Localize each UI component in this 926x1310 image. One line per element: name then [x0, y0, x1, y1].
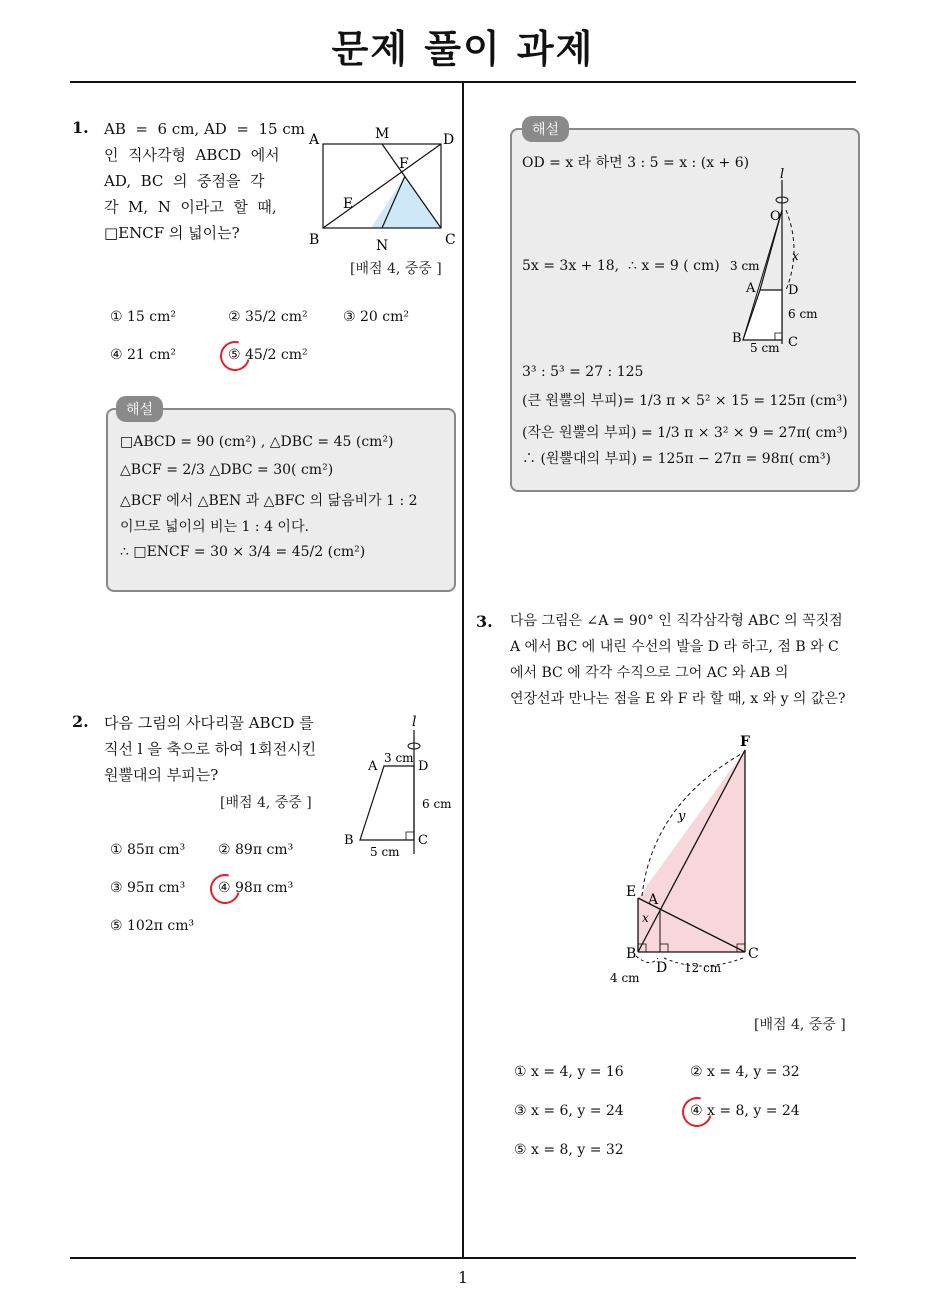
- sol2-label-A: A: [746, 281, 756, 296]
- answer-mark-1: [215, 336, 256, 377]
- solution-2-line-2: 5x = 3x + 18, ∴ x = 9 ( cm): [522, 258, 720, 274]
- fig1-label-F: F: [399, 156, 409, 172]
- solution-2-line-6: ∴ (원뿔대의 부피) = 125π − 27π = 98π( cm³): [522, 451, 831, 467]
- fig1-label-M: M: [375, 126, 390, 142]
- problem-1-figure: [305, 122, 465, 252]
- sol2-label-x: x: [792, 249, 799, 263]
- problem-3-figure: [600, 734, 770, 986]
- fig3-label-F: F: [740, 734, 750, 750]
- sol2-label-l: l: [780, 167, 785, 182]
- sol2-label-5cm: 5 cm: [750, 341, 780, 355]
- problem-2-choice-5[interactable]: ⑤ 102π cm³: [110, 918, 195, 934]
- problem-1-choice-5[interactable]: ⑤ 45/2 cm²: [228, 347, 308, 363]
- column-divider: [462, 83, 464, 1258]
- solution-1-line-4: 이므로 넓이의 비는 1 : 4 이다.: [120, 519, 309, 535]
- answer-mark-2: [205, 869, 246, 910]
- solution-1-line-2: △BCF = 2/3 △DBC = 30( cm²): [120, 462, 334, 478]
- fig1-label-E: E: [343, 196, 354, 212]
- fig3-label-x: x: [642, 911, 649, 925]
- fig3-label-C: C: [748, 946, 759, 962]
- problem-1-choice-1[interactable]: ① 15 cm²: [110, 309, 176, 325]
- problem-1-text: AB = 6 cm, AD = 15 cm 인 직사각형 ABCD 에서 AD, BC 의 중점을 각 각 M, N 이라고 할 때, □ENCF 의 넓이는?: [104, 120, 305, 242]
- fig2-label-B: B: [344, 833, 354, 848]
- problem-2-choice-2[interactable]: ② 89π cm³: [218, 842, 294, 858]
- page-number: 1: [457, 1268, 469, 1287]
- solution-2-line-3: 3³ : 5³ = 27 : 125: [522, 364, 644, 380]
- fig3-label-E: E: [626, 884, 637, 900]
- solution-1-line-5: ∴ □ENCF = 30 × 3/4 = 45/2 (cm²): [120, 544, 366, 560]
- problem-3-choice-4[interactable]: ④ x = 8, y = 24: [690, 1103, 800, 1119]
- problem-3-choice-5[interactable]: ⑤ x = 8, y = 32: [514, 1142, 624, 1158]
- problem-1-choice-4[interactable]: ④ 21 cm²: [110, 347, 176, 363]
- fig2-label-6cm: 6 cm: [422, 797, 452, 811]
- fig2-label-A: A: [368, 759, 378, 774]
- problem-3-choice-1[interactable]: ① x = 4, y = 16: [514, 1064, 624, 1080]
- solution-2-line-5: (작은 원뿔의 부피) = 1/3 π × 3² × 9 = 27π( cm³): [522, 425, 848, 441]
- problem-3-choice-2[interactable]: ② x = 4, y = 32: [690, 1064, 800, 1080]
- problem-2-solution-tag: 해설: [522, 116, 569, 142]
- footer-rule: [70, 1257, 856, 1259]
- problem-2-figure: [338, 712, 458, 862]
- sol2-label-3cm: 3 cm: [730, 259, 760, 273]
- fig1-label-B: B: [309, 232, 320, 248]
- fig1-label-A: A: [309, 132, 320, 148]
- fig3-label-B: B: [626, 946, 637, 962]
- fig2-label-D: D: [418, 759, 429, 774]
- fig2-label-C: C: [418, 833, 428, 848]
- fig2-label-3cm: 3 cm: [384, 751, 414, 765]
- fig1-label-N: N: [376, 238, 389, 254]
- problem-1-choice-3[interactable]: ③ 20 cm²: [343, 309, 409, 325]
- fig1-label-C: C: [445, 232, 456, 248]
- page-title: 문제 풀이 과제: [331, 27, 595, 71]
- answer-mark-3: [677, 1092, 718, 1133]
- fig3-label-12cm: 12 cm: [684, 961, 722, 975]
- problem-2-meta: [배점 4, 중중 ]: [220, 795, 312, 811]
- problem-3-number: 3.: [476, 612, 493, 631]
- problem-1-choice-2[interactable]: ② 35/2 cm²: [228, 309, 308, 325]
- solution-2-figure: [730, 166, 830, 356]
- problem-2-choice-4[interactable]: ④ 98π cm³: [218, 880, 294, 896]
- sol2-label-B: B: [732, 331, 742, 346]
- fig3-label-4cm: 4 cm: [610, 971, 640, 985]
- sol2-label-O: O: [770, 209, 781, 224]
- fig2-label-l: l: [412, 714, 417, 730]
- problem-1-solution-tag: 해설: [116, 396, 163, 422]
- solution-1-line-3: △BCF 에서 △BEN 과 △BFC 의 닮음비가 1 : 2: [120, 493, 418, 509]
- fig1-label-D: D: [443, 132, 455, 148]
- fig2-label-5cm: 5 cm: [370, 845, 400, 859]
- problem-2-choice-3[interactable]: ③ 95π cm³: [110, 880, 186, 896]
- sol2-label-6cm: 6 cm: [788, 307, 818, 321]
- problem-2-text: 다음 그림의 사다리꼴 ABCD 를 직선 l 을 축으로 하여 1회전시킨 원뿔대의 부피는?: [104, 714, 317, 784]
- fig3-label-A: A: [648, 892, 659, 908]
- fig3-label-y: y: [678, 809, 686, 824]
- problem-3-choice-3[interactable]: ③ x = 6, y = 24: [514, 1103, 624, 1119]
- problem-1-number: 1.: [72, 118, 89, 137]
- problem-3-meta: [배점 4, 중중 ]: [754, 1017, 846, 1033]
- problem-3-text: 다음 그림은 ∠A = 90° 인 직각삼각형 ABC 의 꼭짓점 A 에서 BC 에 내린 수선의 발을 D 라 하고, 점 B 와 C 에서 BC 에 각각 수직으로 그어 AC 와 AB 의 연장선과 만나는 점을 E 와 F 라 할 때, x 와 y 의 값은?: [510, 613, 846, 707]
- problem-2-choice-1[interactable]: ① 85π cm³: [110, 842, 186, 858]
- solution-2-line-4: (큰 원뿔의 부피)= 1/3 π × 5² × 15 = 125π (cm³): [522, 393, 848, 409]
- sol2-label-D: D: [788, 283, 799, 298]
- solution-1-line-1: □ABCD = 90 (cm²) , △DBC = 45 (cm²): [120, 434, 394, 450]
- problem-2-number: 2.: [72, 712, 89, 731]
- problem-1-meta: [배점 4, 중중 ]: [350, 261, 442, 277]
- sol2-label-C: C: [788, 335, 798, 350]
- solution-2-line-1: OD = x 라 하면 3 : 5 = x : (x + 6): [522, 155, 750, 171]
- fig3-label-D: D: [656, 960, 668, 976]
